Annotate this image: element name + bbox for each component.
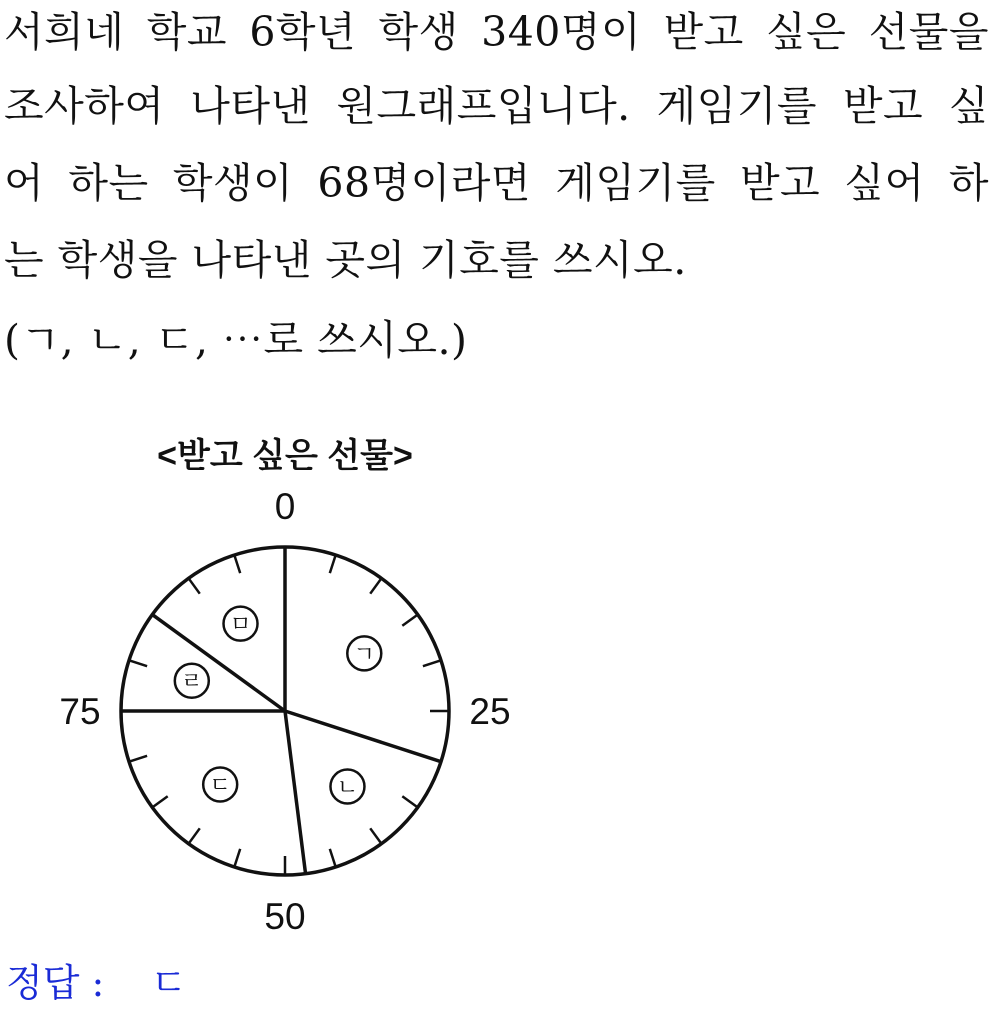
question-line-1: 서희네 학교 6학년 학생 340명이 받고 싶은 선물을 [4,8,989,56]
pie-chart-svg [0,400,993,940]
sector-label-3: ㄷ [209,773,231,799]
sector-divider [285,711,441,762]
scale-tick [330,555,336,573]
chart-title: <받고 싶은 선물> [157,437,413,475]
scale-label-25: 25 [469,691,511,732]
scale-tick [370,578,381,593]
scale-label-75: 75 [59,691,101,732]
pie-group [59,486,510,937]
sector-label-4: ㄹ [181,669,203,695]
answer-label: 정답 : [6,961,105,1005]
scale-tick [330,849,336,867]
sector-divider [152,612,285,711]
answer-value: ㄷ [150,961,188,1005]
scale-tick [129,660,147,666]
scale-label-50: 50 [264,896,306,937]
sector-divider [285,711,306,874]
pie-chart [0,400,993,940]
scale-tick [129,756,147,762]
scale-tick [152,796,167,807]
scale-tick [402,796,417,807]
sector-label-2: ㄴ [336,775,359,801]
scale-tick [189,578,200,593]
sector-label-1: ㄱ [353,642,375,668]
scale-tick [234,849,240,867]
question-line-2: 조사하여 나타낸 원그래프입니다. 게임기를 받고 싶 [4,82,989,130]
sector-label-5: ㅁ [229,612,252,638]
scale-tick [402,615,417,626]
question-line-5: (ㄱ, ㄴ, ㄷ, ⋯로 쓰시오.) [4,316,468,364]
scale-tick [423,660,441,666]
scale-label-0: 0 [274,486,296,527]
question-line-3: 어 하는 학생이 68명이라면 게임기를 받고 싶어 하 [4,159,989,207]
answer-line [6,955,187,1011]
scale-tick [234,555,240,573]
scale-tick [189,828,200,843]
scale-tick [370,828,381,843]
question-line-4: 는 학생을 나타낸 곳의 기호를 쓰시오. [4,236,687,284]
